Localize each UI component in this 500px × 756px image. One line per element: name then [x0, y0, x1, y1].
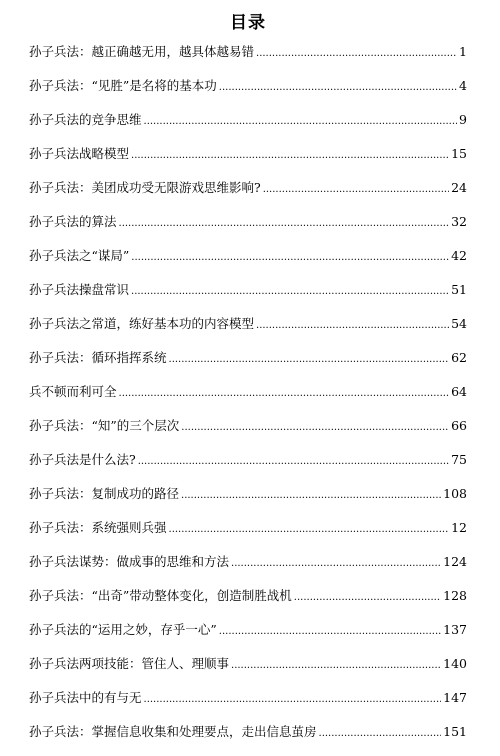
- toc-entry[interactable]: [29, 688, 467, 722]
- toc-entry-page: 128: [443, 588, 467, 603]
- toc-entry-page: 1: [459, 44, 467, 59]
- toc-entry-title: 孙子兵法：循环指挥系统: [29, 350, 167, 365]
- toc-title: 目录: [230, 13, 266, 33]
- toc-entry-title: 孙子兵法的算法: [29, 214, 117, 229]
- toc-entry-page: 147: [443, 690, 467, 705]
- toc-entry-page: 64: [451, 384, 467, 399]
- toc-entry[interactable]: [29, 586, 467, 620]
- toc-entry-page: 124: [443, 554, 467, 569]
- toc-entry-title: 孙子兵法是什么法?: [29, 452, 136, 467]
- toc-entry-title: 孙子兵法操盘常识: [29, 282, 130, 297]
- dot-leader: [169, 354, 450, 365]
- toc-entry[interactable]: [29, 450, 467, 484]
- toc-entry-title: 孙子兵法：掌握信息收集和处理要点，走出信息茧房: [29, 724, 317, 739]
- dot-leader: [131, 286, 449, 297]
- dot-leader: [219, 82, 457, 93]
- dot-leader: [231, 558, 441, 569]
- dot-leader: [294, 592, 441, 603]
- toc-entry-page: 42: [451, 248, 467, 263]
- toc-entry[interactable]: [29, 246, 467, 280]
- toc-entry[interactable]: [29, 110, 467, 144]
- dot-leader: [131, 150, 449, 161]
- toc-list: [29, 42, 467, 756]
- toc-entry[interactable]: [29, 314, 467, 348]
- toc-entry[interactable]: [29, 620, 467, 654]
- toc-entry[interactable]: [29, 484, 467, 518]
- toc-entry-title: 孙子兵法两项技能：管住人、理顺事: [29, 656, 230, 671]
- toc-entry[interactable]: [29, 552, 467, 586]
- dot-leader: [181, 422, 449, 433]
- toc-entry-page: 9: [459, 112, 467, 127]
- toc-entry-page: 32: [451, 214, 467, 229]
- toc-entry-title: 孙子兵法之“谋局”: [29, 248, 130, 263]
- toc-entry[interactable]: [29, 144, 467, 178]
- dot-leader: [256, 48, 457, 59]
- toc-entry-page: 140: [443, 656, 467, 671]
- toc-entry[interactable]: [29, 42, 467, 76]
- toc-entry-title: 孙子兵法：复制成功的路径: [29, 486, 180, 501]
- dot-leader: [319, 728, 442, 739]
- toc-entry[interactable]: [29, 722, 467, 756]
- toc-entry-title: 孙子兵法：“见胜”是名将的基本功: [29, 78, 217, 93]
- dot-leader: [119, 218, 450, 229]
- toc-entry-title: 兵不顿而利可全: [29, 384, 117, 399]
- toc-entry[interactable]: [29, 416, 467, 450]
- toc-entry-title: 孙子兵法谋势：做成事的思维和方法: [29, 554, 230, 569]
- dot-leader: [119, 388, 450, 399]
- toc-entry[interactable]: [29, 348, 467, 382]
- toc-entry[interactable]: [29, 382, 467, 416]
- toc-entry-page: 51: [451, 282, 467, 297]
- toc-entry-page: 15: [451, 146, 467, 161]
- toc-entry[interactable]: [29, 76, 467, 110]
- toc-entry[interactable]: [29, 178, 467, 212]
- toc-entry-page: 75: [451, 452, 467, 467]
- toc-entry-title: 孙子兵法：系统强则兵强: [29, 520, 167, 535]
- toc-entry-title: 孙子兵法：越正确越无用，越具体越易错: [29, 44, 255, 59]
- toc-entry-page: 108: [443, 486, 467, 501]
- toc-entry-page: 24: [451, 180, 467, 195]
- dot-leader: [256, 320, 449, 331]
- toc-entry-title: 孙子兵法：美团成功受无限游戏思维影响?: [29, 180, 261, 195]
- toc-entry-page: 137: [443, 622, 467, 637]
- toc-entry-title: 孙子兵法：“知”的三个层次: [29, 418, 180, 433]
- toc-entry-page: 54: [451, 316, 467, 331]
- dot-leader: [181, 490, 441, 501]
- toc-entry-title: 孙子兵法之常道，练好基本功的内容模型: [29, 316, 255, 331]
- dot-leader: [144, 116, 458, 127]
- toc-entry[interactable]: [29, 654, 467, 688]
- toc-entry-page: 12: [451, 520, 467, 535]
- dot-leader: [144, 694, 442, 705]
- toc-entry[interactable]: [29, 280, 467, 314]
- dot-leader: [219, 626, 441, 637]
- dot-leader: [169, 524, 450, 535]
- toc-entry-page: 62: [451, 350, 467, 365]
- toc-entry-title: 孙子兵法的竞争思维: [29, 112, 142, 127]
- dot-leader: [138, 456, 449, 467]
- toc-entry[interactable]: [29, 518, 467, 552]
- dot-leader: [131, 252, 449, 263]
- dot-leader: [231, 660, 441, 671]
- toc-entry-title: 孙子兵法：“出奇”带动整体变化，创造制胜战机: [29, 588, 292, 603]
- toc-entry-page: 151: [443, 724, 467, 739]
- toc-entry[interactable]: [29, 212, 467, 246]
- toc-entry-page: 66: [451, 418, 467, 433]
- toc-entry-title: 孙子兵法战略模型: [29, 146, 130, 161]
- toc-entry-title: 孙子兵法中的有与无: [29, 690, 142, 705]
- toc-entry-page: 4: [459, 78, 467, 93]
- toc-entry-title: 孙子兵法的“运用之妙，存乎一心”: [29, 622, 217, 637]
- dot-leader: [263, 184, 449, 195]
